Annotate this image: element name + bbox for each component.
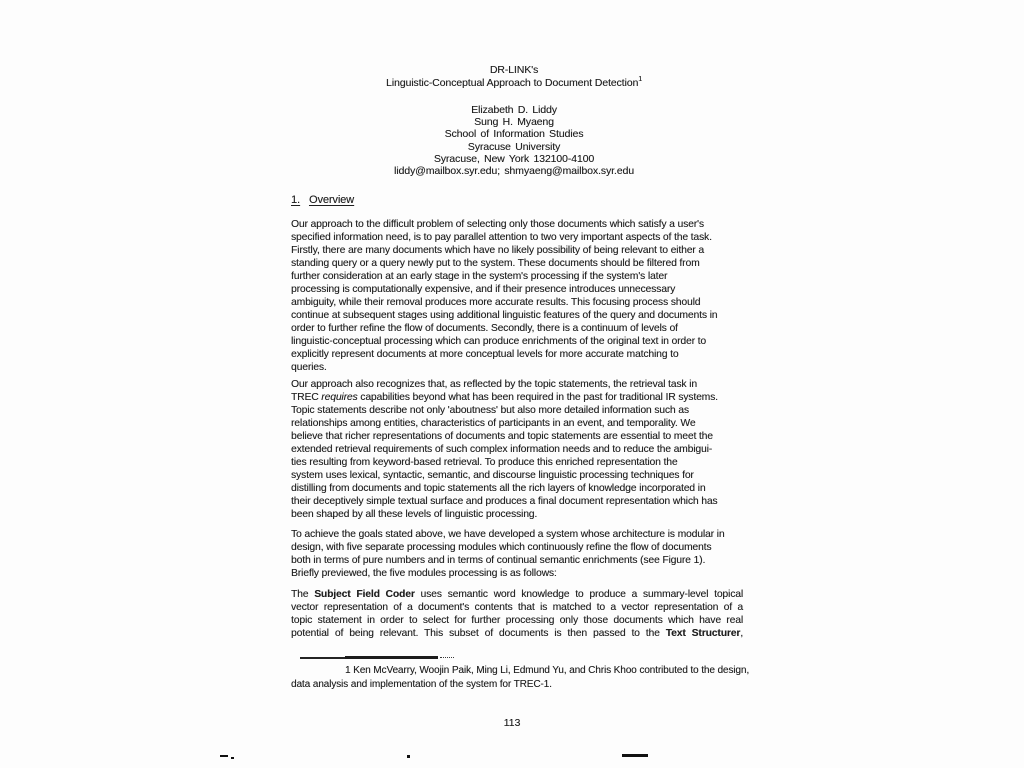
- scan-artifact: [622, 754, 648, 757]
- text-line: [291, 361, 743, 374]
- text-segment: explicitly represent documents at more conceptual levels for more accurate matching to: [291, 349, 679, 360]
- text-segment: queries.: [291, 362, 327, 373]
- bold-term: Text Structurer: [665, 628, 741, 639]
- text-line: [291, 469, 743, 482]
- text-segment: continue at subsequent stages using additional linguistic features of the query and documents in: [291, 310, 718, 321]
- scan-artifact: [231, 757, 234, 759]
- author-emails: liddy@mailbox.syr.edu; shmyaeng@mailbox.syr.edu: [394, 165, 634, 178]
- text-segment: capabilities beyond what has been required in the past for traditional IR systems.: [357, 392, 718, 403]
- author-block: [288, 104, 740, 177]
- text-segment: linguistic-conceptual processing which can produce enrichments of the original text in order to: [291, 336, 707, 347]
- text-segment: believe that richer representations of documents and topic statements are essential to meet the: [291, 431, 713, 442]
- text-line: [288, 153, 740, 165]
- text-segment: extended retrieval requirements of such complex information needs and to reduce the ambigui-: [291, 444, 713, 455]
- authors: [288, 104, 740, 128]
- text-line: [291, 404, 743, 417]
- text-segment: Our approach to the difficult problem of selecting only those documents which satisfy a user's: [291, 219, 704, 230]
- paragraph-2: [291, 378, 743, 521]
- text-segment: Syracuse University: [467, 140, 561, 153]
- text-segment: ,: [740, 628, 744, 639]
- text-segment: uses semantic word knowledge to produce a summary-level topical: [414, 589, 743, 600]
- text-segment: Syracuse, New York 132100-4100: [433, 152, 595, 165]
- text-segment: TREC: [291, 392, 322, 403]
- text-line: [291, 588, 743, 601]
- text-segment: The: [291, 589, 315, 600]
- paragraph-4: [291, 588, 743, 640]
- text-line: [291, 528, 743, 541]
- text-line: [291, 541, 743, 554]
- text-line: [291, 417, 743, 430]
- scan-artifact: [440, 657, 454, 659]
- text-line: [291, 231, 743, 244]
- bold-term: Subject Field Coder: [314, 589, 415, 600]
- paragraph-3: [291, 528, 743, 580]
- text-line: [291, 257, 743, 270]
- paper-series-title: DR-LINK's: [489, 64, 539, 76]
- title-footnote-marker: 1: [638, 75, 642, 83]
- page-number: 113: [503, 717, 521, 729]
- text-segment: potential of being relevant. This subset of documents is then passed to the: [291, 628, 666, 639]
- text-line: [291, 627, 743, 640]
- text-line: [291, 430, 743, 443]
- text-segment: specified information need, is to pay parallel attention to two very important aspects of the task.: [291, 232, 712, 243]
- text-line: [291, 678, 743, 692]
- text-line: [291, 296, 743, 309]
- text-segment: standing query or a query newly put to the system. These documents should be filtered from: [291, 258, 700, 269]
- section-number: 1.: [291, 194, 300, 206]
- text-segment: Firstly, there are many documents which have no likely possibility of being relevant to either a: [291, 245, 704, 256]
- text-line: [291, 664, 750, 678]
- text-segment: ties resulting from keyword-based retrieval. To produce this enriched representation the: [291, 457, 678, 468]
- text-segment: School of Information Studies: [444, 128, 584, 141]
- text-segment: distilling from documents and topic statements all the rich layers of knowledge incorporated in: [291, 483, 706, 494]
- paper-title-text: Linguistic-Conceptual Approach to Document Detection: [386, 77, 639, 89]
- footnote-rule-thick-segment: [345, 656, 438, 659]
- text-line: [291, 391, 743, 404]
- text-line: [291, 482, 743, 495]
- text-segment: topic statement in order to select for further processing only those documents which have real: [291, 615, 743, 626]
- text-line: [291, 244, 743, 257]
- text-segment: order to further refine the flow of documents. Secondly, there is a continuum of levels of: [291, 323, 678, 334]
- text-segment: 1 Ken McVearry, Woojin Paik, Ming Li, Edmund Yu, and Chris Khoo contributed to the design,: [345, 665, 750, 676]
- text-line: [288, 104, 740, 116]
- paper-title: [288, 77, 740, 90]
- scan-artifact: [220, 755, 228, 757]
- text-segment: their deceptively simple textual surface and produces a final document representation which has: [291, 496, 718, 507]
- text-segment: relationships among entities, characteristics of participants in an event, and temporality. We: [291, 418, 696, 429]
- text-segment: vector representation of a document's contents that is matched to a vector representation of a: [291, 602, 743, 613]
- text-line: [288, 141, 740, 153]
- text-segment: further consideration at an early stage in the system's processing if the system's later: [291, 271, 668, 282]
- text-line: [291, 554, 743, 567]
- text-line: [291, 443, 743, 456]
- section-title: Overview: [308, 194, 355, 206]
- footnote: [291, 664, 750, 691]
- section-heading: [291, 194, 354, 206]
- text-segment: system uses lexical, syntactic, semantic, and discourse linguistic processing techniques for: [291, 470, 694, 481]
- affiliation: [288, 128, 740, 165]
- text-segment: To achieve the goals stated above, we have developed a system whose architecture is modular in: [291, 529, 725, 540]
- text-line: [291, 322, 743, 335]
- text-line: [291, 601, 743, 614]
- text-line: [291, 283, 743, 296]
- text-segment: Topic statements describe not only 'aboutness' but also more detailed information such as: [291, 405, 689, 416]
- text-segment: been shaped by all these levels of linguistic processing.: [291, 509, 538, 520]
- text-segment: design, with five separate processing modules which continuously refine the flow of documents: [291, 542, 712, 553]
- text-line: [288, 128, 740, 140]
- text-line: [288, 116, 740, 128]
- italic-term: requires: [321, 392, 358, 403]
- scan-artifact: [407, 755, 410, 758]
- text-line: [291, 567, 743, 580]
- text-line: [291, 508, 743, 521]
- text-line: [291, 378, 743, 391]
- text-segment: both in terms of pure numbers and in terms of continual semantic enrichments (see Figure 1).: [291, 555, 706, 566]
- text-line: [291, 218, 743, 231]
- text-segment: ambiguity, while their removal produces more accurate results. This focusing process should: [291, 297, 701, 308]
- title-block: [288, 64, 740, 90]
- text-segment: processing is computationally expensive, and if their presence introduces unnecessary: [291, 284, 676, 295]
- paragraph-1: [291, 218, 743, 374]
- text-line: [291, 495, 743, 508]
- text-line: [291, 335, 743, 348]
- text-line: [291, 270, 743, 283]
- text-segment: Briefly previewed, the five modules processing is as follows:: [291, 568, 557, 579]
- text-line: [291, 348, 743, 361]
- text-line: [291, 456, 743, 469]
- text-line: [291, 309, 743, 322]
- text-segment: Our approach also recognizes that, as reflected by the topic statements, the retrieval task in: [291, 379, 697, 390]
- text-line: [291, 614, 743, 627]
- text-segment: Elizabeth D. Liddy: [471, 104, 557, 116]
- text-segment: Sung H. Myaeng: [474, 116, 554, 129]
- text-segment: data analysis and implementation of the system for TREC-1.: [291, 678, 552, 690]
